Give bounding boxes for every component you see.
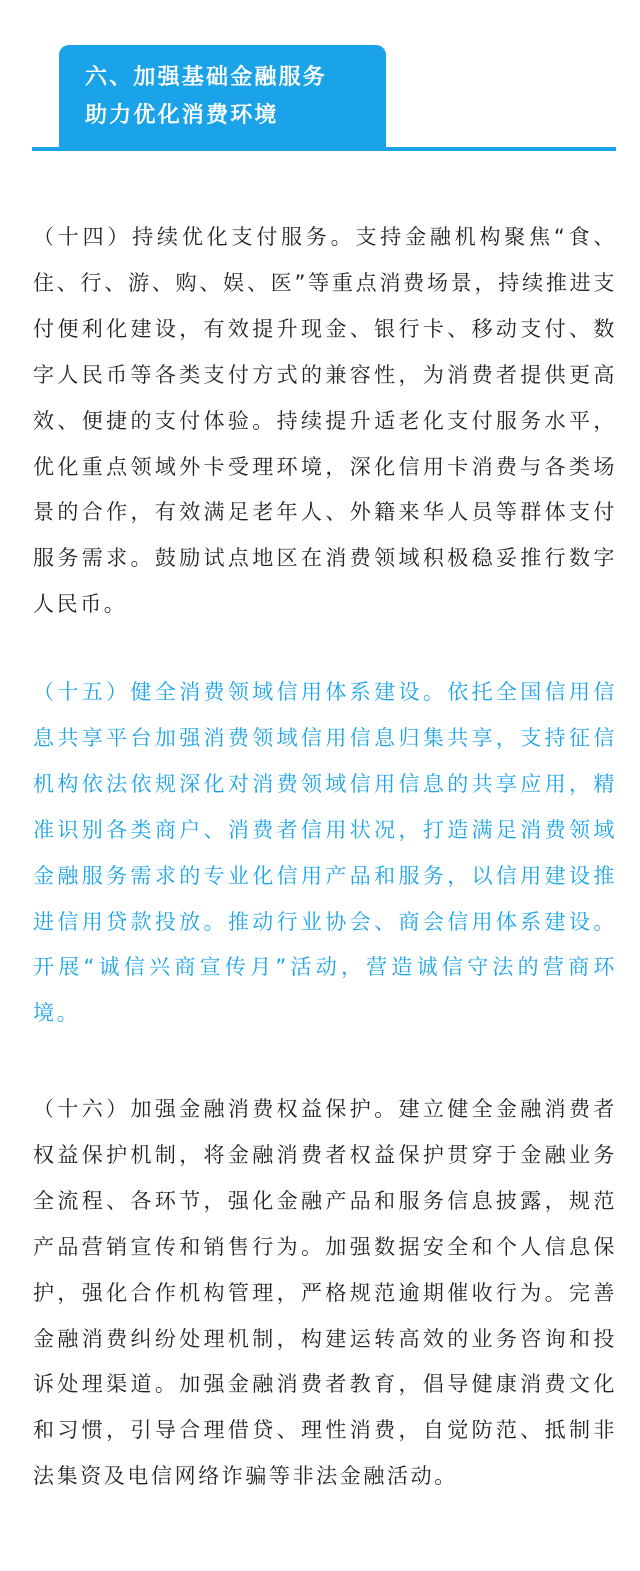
paragraph-14-payment-services: （十四）持续优化支付服务。支持金融机构聚焦“食、住、行、游、购、娱、医”等重点消费场景，持续推进支付便利化建设，有效提升现金、银行卡、移动支付、数字人民币等各类支付方式的兼容性，为消费者提供更高效、便捷的支付体验。持续提升适老化支付服务水平，优化重点领域外卡受理环境，深化信用卡消费与各类场景的合作，有效满足老年人、外籍来华人员等群体支付服务需求。鼓励试点地区在消费领域积极稳妥推行数字人民币。 bbox=[33, 225, 617, 617]
section-title-line-2: 助力优化消费环境 bbox=[85, 103, 279, 128]
section-divider bbox=[32, 147, 616, 151]
paragraph-16-consumer-protection: （十六）加强金融消费权益保护。建立健全金融消费者权益保护机制，将金融消费者权益保护贯穿于金融业务全流程、各环节，强化金融产品和服务信息披露，规范产品营销宣传和销售行为。加强数据安全和个人信息保护，强化合作机构管理，严格规范逾期催收行为。完善金融消费纠纷处理机制，构建运转高效的业务咨询和投诉处理渠道。加强金融消费者教育，倡导健康消费文化和习惯，引导合理借贷、理性消费，自觉防范、抵制非法集资及电信网络诈骗等非法金融活动。 bbox=[33, 1097, 617, 1489]
section-title-line-1: 六、加强基础金融服务 bbox=[85, 65, 328, 90]
paragraph-15-credit-system: （十五）健全消费领域信用体系建设。依托全国信用信息共享平台加强消费领域信用信息归集共享，支持征信机构依法依规深化对消费领域信用信息的共享应用，精准识别各类商户、消费者信用状况，打造满足消费领域金融服务需求的专业化信用产品和服务，以信用建设推进信用贷款投放。推动行业协会、商会信用体系建设。开展“诚信兴商宣传月”活动，营造诚信守法的营商环境。 bbox=[33, 680, 617, 1026]
section-title-banner bbox=[59, 45, 386, 147]
